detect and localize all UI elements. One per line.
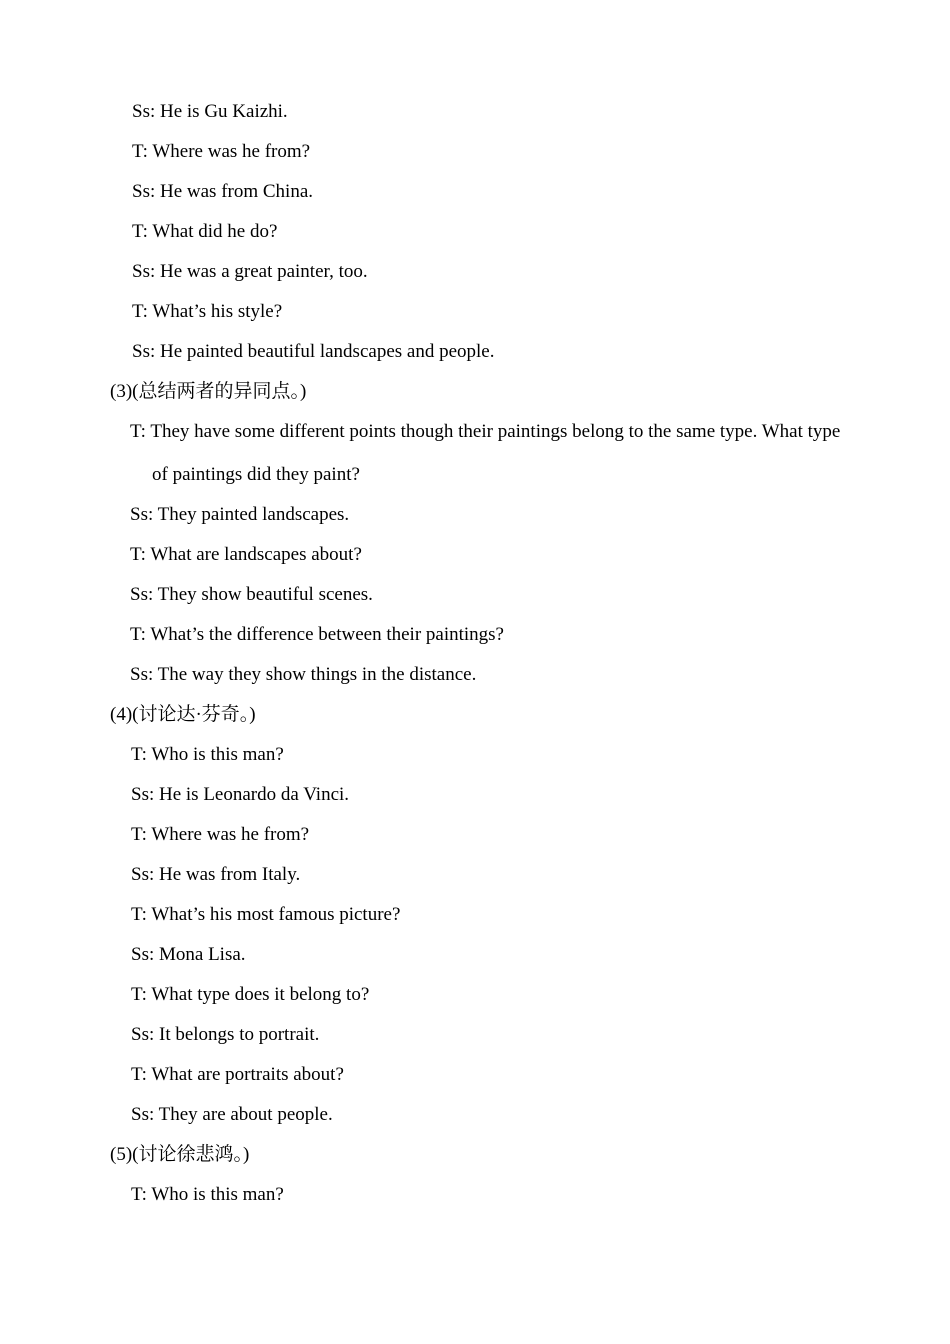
- dialogue-line: T: Who is this man?: [131, 1184, 284, 1205]
- dialogue-line: Ss: They are about people.: [131, 1104, 333, 1125]
- dialogue-line: T: What’s the difference between their paintings?: [130, 624, 504, 645]
- dialogue-line: Ss: He was from China.: [132, 181, 314, 202]
- dialogue-line-continuation: of paintings did they paint?: [152, 464, 360, 485]
- dialogue-line: Ss: They painted landscapes.: [130, 504, 350, 525]
- dialogue-line: T: They have some different points though their paintings belong to the same type. What type: [130, 421, 841, 442]
- dialogue-line: Ss: He was a great painter, too.: [132, 261, 368, 282]
- dialogue-line: T: What are landscapes about?: [130, 544, 362, 565]
- dialogue-line: Ss: He was from Italy.: [131, 864, 301, 885]
- dialogue-line: Ss: He is Leonardo da Vinci.: [131, 784, 350, 805]
- dialogue-line: Ss: He is Gu Kaizhi.: [132, 101, 288, 122]
- dialogue-line: Ss: He painted beautiful landscapes and people.: [132, 341, 495, 362]
- dialogue-line: T: Where was he from?: [131, 824, 310, 845]
- section-heading-3: (3)(总结两者的异同点。): [110, 381, 307, 402]
- section-heading-4: (4)(讨论达·芬奇。): [110, 704, 256, 725]
- dialogue-line: Ss: It belongs to portrait.: [131, 1024, 320, 1045]
- dialogue-line: Ss: Mona Lisa.: [131, 944, 246, 965]
- dialogue-line: Ss: They show beautiful scenes.: [130, 584, 373, 605]
- dialogue-line: T: What type does it belong to?: [131, 984, 370, 1005]
- dialogue-line: T: What’s his most famous picture?: [131, 904, 401, 925]
- dialogue-line: T: What did he do?: [132, 221, 278, 242]
- section-heading-5: (5)(讨论徐悲鸿。): [110, 1144, 250, 1165]
- dialogue-line: Ss: The way they show things in the distance.: [130, 664, 477, 685]
- dialogue-line: T: Who is this man?: [131, 744, 284, 765]
- dialogue-line: T: What’s his style?: [132, 301, 283, 322]
- dialogue-line: T: Where was he from?: [132, 141, 311, 162]
- dialogue-line: T: What are portraits about?: [131, 1064, 344, 1085]
